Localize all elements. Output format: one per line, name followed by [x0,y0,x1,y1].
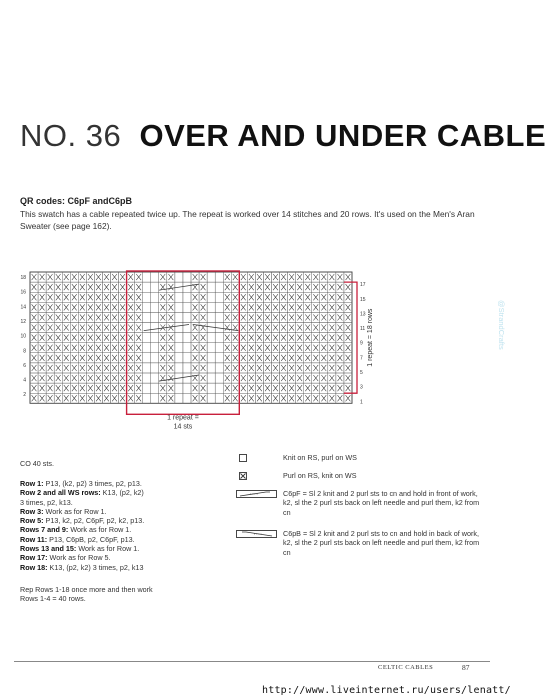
row-label-left: 12 [20,319,26,326]
instruction-row [20,488,225,497]
page-number: 87 [462,663,470,672]
instruction-label: Row 1: [20,479,44,488]
instruction-text: 3 times, p2, k13. [20,497,73,507]
instruction-label: Row 2 and all WS rows: [20,488,101,498]
legend-item-c6pf [236,489,486,525]
instruction-row [20,563,225,572]
horizontal-repeat-label-1: 1 repeat = [167,414,199,422]
chart-svg [14,266,374,436]
repeat-note-line-1: Rep Rows 1-18 once more and then work [20,585,153,594]
horizontal-repeat-label-2: 14 sts [173,423,193,431]
pattern-name: OVER AND UNDER CABLE [139,118,546,153]
row-instructions [20,479,225,572]
row-label-right: 5 [360,370,363,377]
knitting-chart [14,266,374,436]
instruction-text: P13, k2, p2, C6pF, p2, k2, p13. [43,516,145,526]
row-label-left: 6 [23,362,26,369]
source-url: http://www.liveinternet.ru/users/lenatt/ [262,685,511,696]
row-label-left: 8 [23,348,26,355]
instruction-row [20,535,225,544]
row-label-left: 2 [23,392,26,399]
instruction-row [20,553,225,562]
legend-c6pf-text: C6pF = Sl 2 knit and 2 purl sts to cn and hold in front of work, k2, sl the 2 purl sts back on left needle and purl them, k2 from cn [283,489,480,517]
instruction-label: Row 18: [20,562,48,572]
instruction-text: P13, C6pB, p2, C6pF, p13. [47,534,135,544]
intro-text: This swatch has a cable repeated twice up. The repeat is worked over 14 stitches and 20 rows. It's used on the Men's Aran Sweater (see page 162). [20,209,475,231]
pattern-number: NO. 36 [20,118,122,153]
c6pf-cable-icon [236,489,278,499]
watermark [491,300,506,410]
row-label-right: 13 [360,311,366,318]
instruction-text: Work as for Row 1. [68,525,132,535]
instruction-row [20,525,225,534]
instruction-text: K13, (p2, k2) 3 times, p2, k13 [47,562,144,572]
instruction-row [20,507,225,516]
instruction-row [20,498,225,507]
instruction-text: Work as for Row 5. [47,553,111,563]
row-label-left: 4 [23,377,26,384]
purl-x-icon [238,471,280,481]
row-label-left: 10 [20,333,26,340]
page-title [20,118,546,154]
legend-item-knit [236,453,486,467]
knit-square-icon [238,453,280,463]
row-label-right: 11 [360,326,366,333]
instruction-row [20,516,225,525]
legend-purl-text: Purl on RS, knit on WS [283,471,357,480]
legend-c6pb-text: C6pB = Sl 2 knit and 2 purl sts to cn and hold in back of work, k2, sl the 2 purl sts back on left needle and purl them, k2 from cn [283,529,480,557]
instruction-text: K13, (p2, k2) [100,488,144,498]
c6pb-cable-icon [236,529,278,539]
instruction-label: Row 11: [20,534,48,544]
legend-item-c6pb [236,529,486,565]
repeat-note-line-2: Rows 1-4 = 40 rows. [20,594,86,604]
instruction-label: Row 5: [20,516,44,526]
instruction-label: Rows 7 and 9: [20,525,69,535]
legend-item-purl [236,471,486,485]
row-label-right: 3 [360,384,363,391]
row-label-left: 18 [20,275,26,282]
row-label-right: 1 [360,399,363,406]
qr-codes-heading: QR codes: C6pF andC6pB [20,196,133,206]
row-label-right: 15 [360,296,366,303]
instruction-label: Row 17: [20,553,48,563]
instruction-label: Row 3: [20,506,44,516]
watermark-text: @StrandCrafts [497,300,506,350]
instruction-text: Work as for Row 1. [43,506,107,516]
row-label-right: 9 [360,340,363,347]
row-label-right: 17 [360,282,366,289]
legend-knit-text: Knit on RS, purl on WS [283,453,357,462]
footer-section: CELTIC CABLES [378,664,434,671]
instruction-label: Rows 13 and 15: [20,544,77,554]
row-label-left: 16 [20,289,26,296]
footer-rule [14,661,490,662]
repeat-note [20,585,220,604]
cast-on: CO 40 sts. [20,459,54,468]
vertical-repeat-label: 1 repeat = 18 rows [367,308,374,367]
row-label-left: 14 [20,304,26,311]
chart-key [236,453,486,569]
instruction-text: Work as for Row 1. [76,544,140,554]
row-label-right: 7 [360,355,363,362]
instruction-text: P13, (k2, p2) 3 times, p2, p13. [43,479,142,488]
instruction-row [20,479,225,488]
instruction-row [20,544,225,553]
